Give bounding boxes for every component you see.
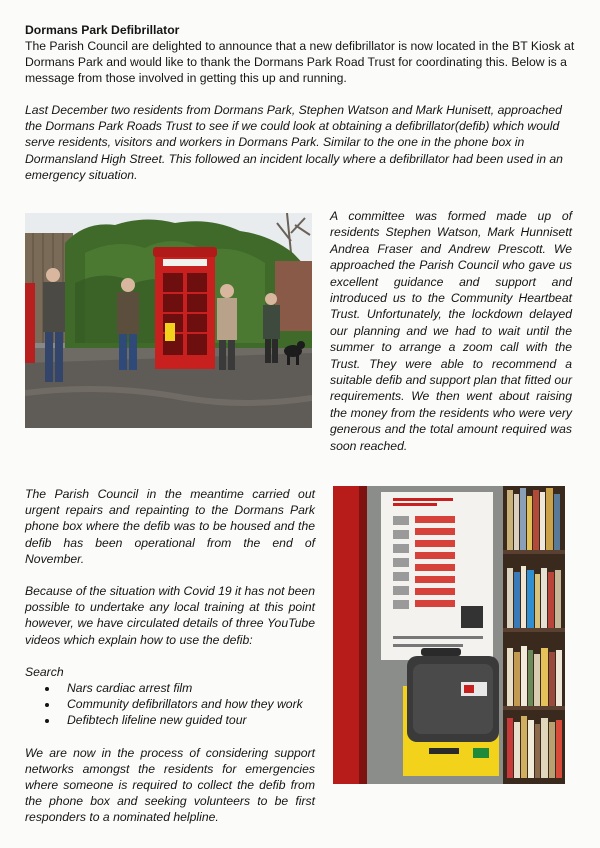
networks-paragraph: We are now in the process of considering support networks amongst the residents for emergencies where someone is required to collect the defib from the phone box and seeking volunteers to be first responders to a nominated helpline.	[25, 745, 315, 825]
defib-photo	[333, 486, 565, 784]
left-column	[25, 486, 315, 842]
repairs-paragraph: The Parish Council in the meantime carried out urgent repairs and repainting to the Dormans Park phone box where the defib was to be housed and the defib has been operational from the end of November.	[25, 487, 315, 566]
list-item: • Community defibrillators and how they work	[59, 696, 315, 712]
document-title: Dormans Park Defibrillator	[25, 23, 180, 37]
covid-paragraph: Because of the situation with Covid 19 it has not been possible to undertake any local training at this point however, we have circulated details of three YouTube videos which explain how to use the defib:	[25, 584, 315, 647]
search-label: Search	[25, 664, 64, 679]
phone-box-photo	[25, 213, 312, 428]
intro-paragraph: The Parish Council are delighted to announce that a new defibrillator is now located in the BT Kiosk at Dormans Park and would like to thank the Dormans Park Road Trust for coordinating this. Below is a message from those involved in getting this up and running.	[25, 39, 575, 86]
list-item: • Defibtech lifeline new guided tour	[59, 712, 315, 728]
list-item: • Nars cardiac arrest film	[59, 680, 315, 696]
video-list	[25, 680, 315, 729]
committee-paragraph: A committee was formed made up of residents Stephen Watson, Mark Hunnisett Andrea Fraser and Andrew Prescott. We approached the Parish Council who gave us excellent guidance and support and introduced us to the Community Heartbeat Trust. Unfortunately, the lockdown delayed our planning and we had to wait until the summer to arrange a zoom call with the Trust. They were able to recommend a suitable defib and support plan that fitted our requirements. We then went about raising the money from the residents who were very generous and the total amount required was soon reached.	[330, 209, 572, 453]
story-paragraph: Last December two residents from Dormans Park, Stephen Watson and Mark Hunisett, approached the Dormans Park Roads Trust to see if we could look at obtaining a defibrillator(defib) which would serve residents, visitors and workers in Dormans Park. Similar to the one in the phone box in Dormansland High Street. This followed an incident locally where a defibrillator had been used in an emergency situation.	[25, 103, 563, 182]
